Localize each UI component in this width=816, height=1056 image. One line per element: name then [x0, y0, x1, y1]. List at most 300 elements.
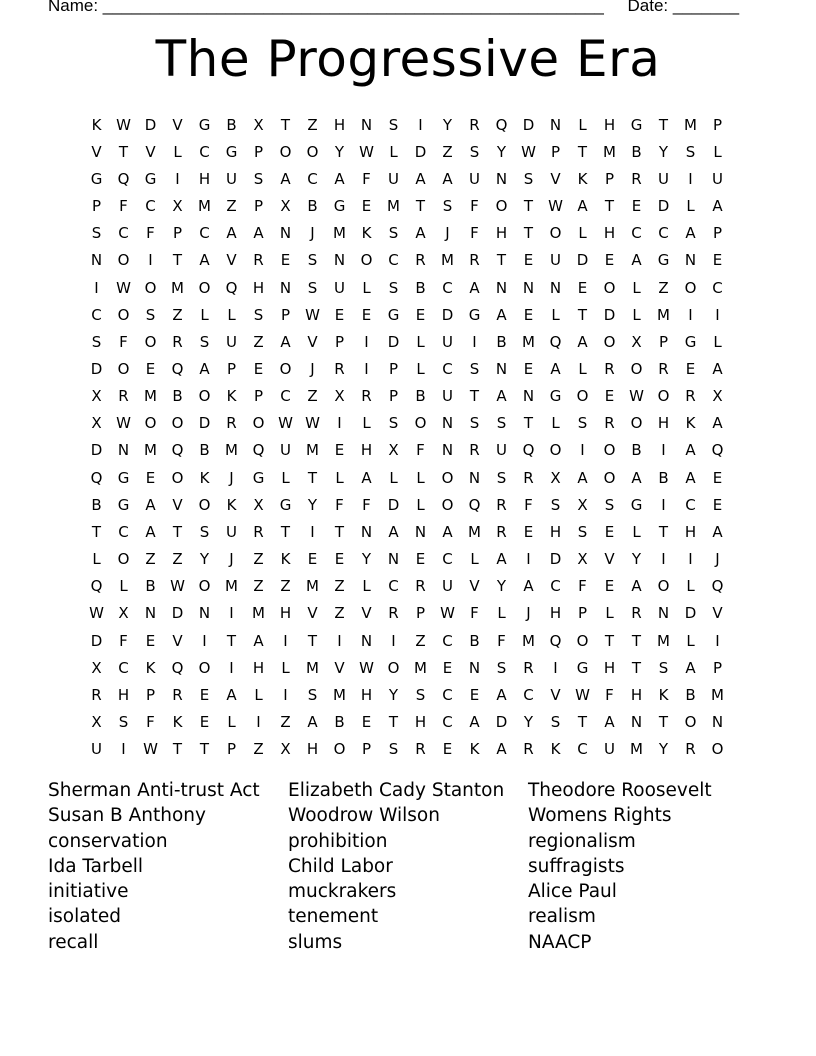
- grid-letter: A: [631, 468, 642, 487]
- grid-letter: F: [524, 495, 533, 514]
- grid-letter: T: [280, 115, 291, 134]
- grid-letter: T: [334, 522, 345, 541]
- grid-letter: M: [198, 197, 211, 216]
- grid-letter: E: [199, 685, 210, 704]
- grid-letter: Q: [171, 359, 184, 378]
- grid-letter: C: [388, 577, 399, 596]
- grid-letter: K: [577, 169, 588, 188]
- grid-letter: F: [470, 224, 479, 243]
- grid-letter: E: [604, 387, 615, 406]
- grid-letter: O: [495, 197, 508, 216]
- grid-letter: A: [496, 387, 507, 406]
- word-bank-item: Alice Paul: [528, 881, 617, 903]
- grid-letter: T: [523, 197, 534, 216]
- grid-letter: A: [496, 740, 507, 759]
- grid-letter: P: [280, 305, 291, 324]
- grid-letter: T: [307, 468, 318, 487]
- grid-letter: A: [712, 197, 723, 216]
- grid-letter: S: [199, 522, 210, 541]
- grid-letter: D: [387, 332, 400, 351]
- grid-letter: T: [604, 197, 615, 216]
- grid-letter: N: [711, 713, 724, 732]
- grid-letter: N: [468, 658, 481, 677]
- grid-letter: Q: [90, 577, 103, 596]
- grid-letter: V: [712, 604, 723, 623]
- grid-letter: K: [199, 468, 210, 487]
- grid-letter: O: [198, 387, 211, 406]
- grid-letter: B: [226, 115, 237, 134]
- grid-letter: R: [253, 522, 264, 541]
- grid-letter: S: [307, 685, 318, 704]
- grid-letter: E: [442, 740, 453, 759]
- grid-letter: E: [415, 305, 426, 324]
- grid-letter: X: [118, 604, 129, 623]
- grid-letter: A: [280, 169, 291, 188]
- grid-letter: A: [280, 332, 291, 351]
- grid-letter: D: [171, 604, 184, 623]
- grid-letter: M: [333, 224, 346, 243]
- grid-letter: V: [145, 142, 156, 161]
- grid-letter: K: [469, 740, 480, 759]
- word-bank-item: Child Labor: [288, 855, 393, 877]
- grid-letter: X: [91, 713, 102, 732]
- grid-letter: K: [361, 224, 372, 243]
- grid-letter: C: [388, 251, 399, 270]
- word-bank-item: suffragists: [528, 855, 625, 877]
- grid-letter: Y: [388, 685, 399, 704]
- grid-letter: U: [334, 278, 345, 297]
- grid-letter: S: [577, 414, 588, 433]
- grid-letter: H: [549, 604, 562, 623]
- grid-letter: O: [198, 495, 211, 514]
- grid-letter: W: [359, 142, 374, 161]
- grid-letter: P: [550, 142, 561, 161]
- word-bank-item: Sherman Anti-trust Act: [48, 780, 260, 801]
- grid-letter: Z: [172, 305, 183, 324]
- grid-letter: T: [172, 740, 183, 759]
- grid-letter: X: [577, 550, 588, 569]
- grid-letter: I: [553, 658, 558, 677]
- grid-letter: R: [631, 604, 642, 623]
- grid-letter: I: [148, 251, 153, 270]
- grid-letter: O: [441, 495, 454, 514]
- grid-letter: N: [549, 278, 562, 297]
- grid-letter: D: [90, 441, 103, 460]
- grid-letter: J: [229, 550, 234, 569]
- grid-letter: D: [549, 550, 562, 569]
- grid-letter: O: [252, 414, 265, 433]
- grid-letter: X: [280, 740, 291, 759]
- grid-letter: G: [684, 332, 697, 351]
- grid-letter: O: [171, 468, 184, 487]
- grid-letter: Y: [199, 550, 210, 569]
- grid-letter: A: [253, 224, 264, 243]
- grid-letter: B: [172, 387, 183, 406]
- grid-letter: Z: [253, 550, 264, 569]
- grid-letter: S: [388, 414, 399, 433]
- grid-letter: A: [550, 359, 561, 378]
- grid-letter: N: [495, 169, 508, 188]
- grid-letter: M: [144, 387, 157, 406]
- grid-letter: W: [143, 740, 158, 759]
- grid-letter: S: [118, 713, 129, 732]
- grid-letter: C: [91, 305, 102, 324]
- grid-letter: U: [604, 740, 615, 759]
- grid-letter: D: [441, 305, 454, 324]
- grid-letter: S: [604, 495, 615, 514]
- grid-letter: X: [280, 197, 291, 216]
- grid-letter: R: [469, 251, 480, 270]
- grid-letter: E: [523, 305, 534, 324]
- grid-letter: B: [334, 713, 345, 732]
- grid-letter: I: [229, 658, 234, 677]
- grid-letter: P: [712, 224, 723, 243]
- grid-letter: A: [415, 224, 426, 243]
- grid-letter: C: [145, 197, 156, 216]
- grid-letter: Z: [280, 577, 291, 596]
- grid-letter: V: [226, 251, 237, 270]
- grid-letter: B: [496, 332, 507, 351]
- grid-letter: K: [91, 115, 102, 134]
- grid-letter: F: [470, 197, 479, 216]
- grid-letter: U: [442, 332, 453, 351]
- grid-letter: O: [711, 740, 724, 759]
- grid-letter: W: [629, 387, 644, 406]
- grid-letter: R: [685, 387, 696, 406]
- grid-letter: U: [91, 740, 102, 759]
- grid-letter: Y: [523, 713, 534, 732]
- grid-letter: W: [170, 577, 185, 596]
- grid-letter: N: [441, 414, 454, 433]
- grid-letter: A: [712, 359, 723, 378]
- grid-letter: R: [469, 115, 480, 134]
- grid-letter: Z: [253, 577, 264, 596]
- grid-letter: E: [253, 359, 264, 378]
- grid-letter: M: [306, 658, 319, 677]
- grid-letter: O: [684, 713, 697, 732]
- grid-letter: E: [604, 577, 615, 596]
- grid-letter: N: [522, 387, 535, 406]
- grid-letter: E: [280, 251, 291, 270]
- grid-letter: Y: [334, 142, 345, 161]
- grid-letter: H: [630, 685, 643, 704]
- grid-letter: L: [92, 550, 101, 569]
- grid-letter: W: [575, 685, 590, 704]
- grid-letter: C: [631, 224, 642, 243]
- grid-letter: Z: [145, 550, 156, 569]
- grid-letter: H: [603, 658, 616, 677]
- grid-letter: E: [523, 359, 534, 378]
- grid-letter: E: [415, 550, 426, 569]
- grid-letter: I: [175, 169, 180, 188]
- grid-letter: O: [144, 332, 157, 351]
- grid-letter: D: [414, 142, 427, 161]
- grid-letter: X: [550, 468, 561, 487]
- grid-letter: Y: [658, 740, 669, 759]
- grid-letter: O: [117, 359, 130, 378]
- grid-letter: F: [146, 224, 155, 243]
- grid-letter: U: [442, 577, 453, 596]
- grid-letter: U: [226, 332, 237, 351]
- grid-letter: T: [658, 713, 669, 732]
- grid-letter: R: [361, 387, 372, 406]
- grid-letter: L: [497, 604, 506, 623]
- grid-letter: M: [630, 740, 643, 759]
- grid-letter: I: [688, 305, 693, 324]
- grid-letter: W: [548, 197, 563, 216]
- grid-letter: A: [523, 577, 534, 596]
- grid-letter: T: [226, 631, 237, 650]
- grid-letter: N: [90, 251, 103, 270]
- grid-letter: V: [550, 169, 561, 188]
- grid-letter: Q: [495, 115, 508, 134]
- grid-letter: Y: [442, 115, 453, 134]
- grid-letter: Z: [253, 332, 264, 351]
- grid-letter: T: [577, 713, 588, 732]
- grid-letter: Q: [711, 577, 724, 596]
- grid-letter: D: [90, 631, 103, 650]
- grid-letter: Z: [307, 387, 318, 406]
- grid-letter: A: [496, 305, 507, 324]
- grid-letter: C: [442, 713, 453, 732]
- grid-letter: R: [415, 577, 426, 596]
- grid-letter: L: [389, 468, 398, 487]
- grid-letter: L: [389, 142, 398, 161]
- grid-letter: O: [630, 414, 643, 433]
- grid-letter: K: [172, 713, 183, 732]
- grid-letter: A: [415, 169, 426, 188]
- grid-letter: O: [657, 577, 670, 596]
- grid-letter: N: [360, 115, 373, 134]
- grid-letter: T: [280, 522, 291, 541]
- grid-letter: F: [416, 441, 425, 460]
- grid-letter: V: [91, 142, 102, 161]
- grid-letter: Y: [496, 142, 507, 161]
- grid-letter: E: [631, 197, 642, 216]
- grid-letter: L: [227, 713, 236, 732]
- grid-letter: R: [523, 468, 534, 487]
- word-bank-item: Theodore Roosevelt: [528, 780, 712, 801]
- grid-letter: I: [364, 359, 369, 378]
- grid-letter: K: [145, 658, 156, 677]
- word-bank-item: realism: [528, 906, 596, 928]
- grid-letter: E: [604, 522, 615, 541]
- grid-letter: I: [310, 522, 315, 541]
- grid-letter: C: [577, 740, 588, 759]
- grid-letter: E: [361, 197, 372, 216]
- grid-letter: B: [415, 278, 426, 297]
- grid-letter: X: [631, 332, 642, 351]
- grid-letter: X: [253, 115, 264, 134]
- grid-letter: A: [442, 522, 453, 541]
- grid-letter: S: [307, 251, 318, 270]
- grid-letter: E: [199, 713, 210, 732]
- grid-letter: O: [171, 414, 184, 433]
- grid-letter: N: [630, 713, 643, 732]
- grid-letter: O: [144, 278, 157, 297]
- grid-letter: B: [199, 441, 210, 460]
- grid-letter: S: [442, 197, 453, 216]
- grid-letter: F: [497, 631, 506, 650]
- grid-letter: J: [526, 604, 531, 623]
- grid-letter: S: [577, 522, 588, 541]
- grid-letter: H: [684, 522, 697, 541]
- grid-letter: N: [657, 604, 670, 623]
- grid-letter: R: [496, 495, 507, 514]
- grid-letter: B: [307, 197, 318, 216]
- grid-letter: Q: [117, 169, 130, 188]
- grid-letter: G: [576, 658, 589, 677]
- word-bank-item: muckrakers: [288, 881, 397, 903]
- grid-letter: L: [281, 658, 290, 677]
- grid-letter: E: [145, 468, 156, 487]
- grid-letter: O: [117, 251, 130, 270]
- grid-letter: O: [576, 631, 589, 650]
- grid-letter: L: [578, 115, 587, 134]
- grid-letter: H: [360, 441, 373, 460]
- grid-letter: G: [90, 169, 103, 188]
- grid-letter: B: [658, 468, 669, 487]
- grid-letter: R: [172, 332, 183, 351]
- grid-letter: R: [604, 359, 615, 378]
- word-bank-item: conservation: [48, 830, 168, 852]
- grid-letter: P: [226, 740, 237, 759]
- grid-letter: E: [307, 550, 318, 569]
- grid-letter: Z: [334, 604, 345, 623]
- grid-letter: S: [496, 414, 507, 433]
- grid-letter: U: [388, 169, 399, 188]
- grid-letter: B: [685, 685, 696, 704]
- grid-letter: R: [91, 685, 102, 704]
- grid-letter: I: [283, 631, 288, 650]
- grid-letter: G: [279, 495, 292, 514]
- grid-letter: M: [684, 115, 697, 134]
- grid-letter: O: [279, 359, 292, 378]
- grid-letter: L: [416, 495, 425, 514]
- grid-letter: R: [253, 251, 264, 270]
- grid-letter: L: [686, 577, 695, 596]
- grid-letter: O: [576, 387, 589, 406]
- grid-letter: Q: [252, 441, 265, 460]
- grid-letter: F: [146, 713, 155, 732]
- grid-letter: G: [333, 197, 346, 216]
- grid-letter: P: [226, 359, 237, 378]
- grid-letter: L: [254, 685, 263, 704]
- grid-letter: U: [658, 169, 669, 188]
- grid-letter: O: [198, 278, 211, 297]
- grid-letter: E: [523, 251, 534, 270]
- grid-letter: C: [442, 550, 453, 569]
- word-bank-item: Ida Tarbell: [48, 855, 144, 877]
- grid-letter: P: [361, 740, 372, 759]
- grid-letter: G: [630, 115, 643, 134]
- grid-letter: L: [551, 305, 560, 324]
- grid-letter: M: [468, 522, 481, 541]
- grid-letter: I: [391, 631, 396, 650]
- grid-letter: E: [523, 522, 534, 541]
- word-bank-item: prohibition: [288, 830, 388, 852]
- grid-letter: G: [225, 142, 238, 161]
- grid-letter: L: [173, 142, 182, 161]
- grid-letter: P: [415, 604, 426, 623]
- grid-letter: A: [469, 278, 480, 297]
- grid-letter: V: [604, 550, 615, 569]
- grid-letter: U: [496, 441, 507, 460]
- grid-letter: T: [604, 631, 615, 650]
- grid-letter: H: [603, 115, 616, 134]
- grid-letter: O: [333, 740, 346, 759]
- grid-letter: A: [685, 441, 696, 460]
- grid-letter: T: [577, 305, 588, 324]
- grid-letter: L: [362, 414, 371, 433]
- grid-letter: I: [688, 169, 693, 188]
- word-bank-item: Womens Rights: [528, 805, 672, 827]
- grid-letter: S: [91, 332, 102, 351]
- grid-letter: I: [418, 115, 423, 134]
- grid-letter: T: [496, 251, 507, 270]
- grid-letter: A: [604, 713, 615, 732]
- grid-letter: L: [227, 305, 236, 324]
- grid-letter: M: [306, 441, 319, 460]
- grid-letter: K: [226, 495, 237, 514]
- grid-letter: H: [495, 224, 508, 243]
- grid-letter: I: [283, 685, 288, 704]
- grid-letter: A: [442, 169, 453, 188]
- grid-letter: C: [442, 685, 453, 704]
- grid-letter: E: [712, 495, 723, 514]
- grid-letter: O: [603, 332, 616, 351]
- grid-letter: E: [712, 251, 723, 270]
- grid-letter: X: [91, 658, 102, 677]
- grid-letter: V: [172, 115, 183, 134]
- grid-letter: F: [470, 604, 479, 623]
- grid-letter: K: [226, 387, 237, 406]
- grid-letter: I: [715, 631, 720, 650]
- grid-letter: A: [469, 713, 480, 732]
- grid-letter: Z: [307, 115, 318, 134]
- grid-letter: E: [604, 251, 615, 270]
- grid-letter: P: [253, 197, 264, 216]
- grid-letter: R: [685, 740, 696, 759]
- grid-letter: M: [333, 685, 346, 704]
- grid-letter: L: [362, 278, 371, 297]
- grid-letter: D: [198, 414, 211, 433]
- grid-letter: A: [145, 522, 156, 541]
- grid-letter: C: [280, 387, 291, 406]
- grid-letter: F: [605, 685, 614, 704]
- grid-letter: J: [229, 468, 234, 487]
- grid-letter: P: [658, 332, 669, 351]
- grid-letter: G: [468, 305, 481, 324]
- grid-letter: Y: [658, 142, 669, 161]
- grid-letter: M: [522, 332, 535, 351]
- grid-letter: D: [387, 495, 400, 514]
- grid-letter: L: [632, 278, 641, 297]
- grid-letter: M: [657, 631, 670, 650]
- grid-letter: S: [469, 359, 480, 378]
- grid-letter: S: [388, 740, 399, 759]
- grid-letter: S: [523, 169, 534, 188]
- grid-letter: R: [631, 169, 642, 188]
- grid-letter: S: [550, 495, 561, 514]
- grid-letter: Q: [225, 278, 238, 297]
- grid-letter: H: [333, 115, 346, 134]
- grid-letter: R: [496, 522, 507, 541]
- grid-letter: L: [335, 468, 344, 487]
- grid-letter: S: [253, 169, 264, 188]
- grid-letter: D: [603, 305, 616, 324]
- grid-letter: U: [226, 169, 237, 188]
